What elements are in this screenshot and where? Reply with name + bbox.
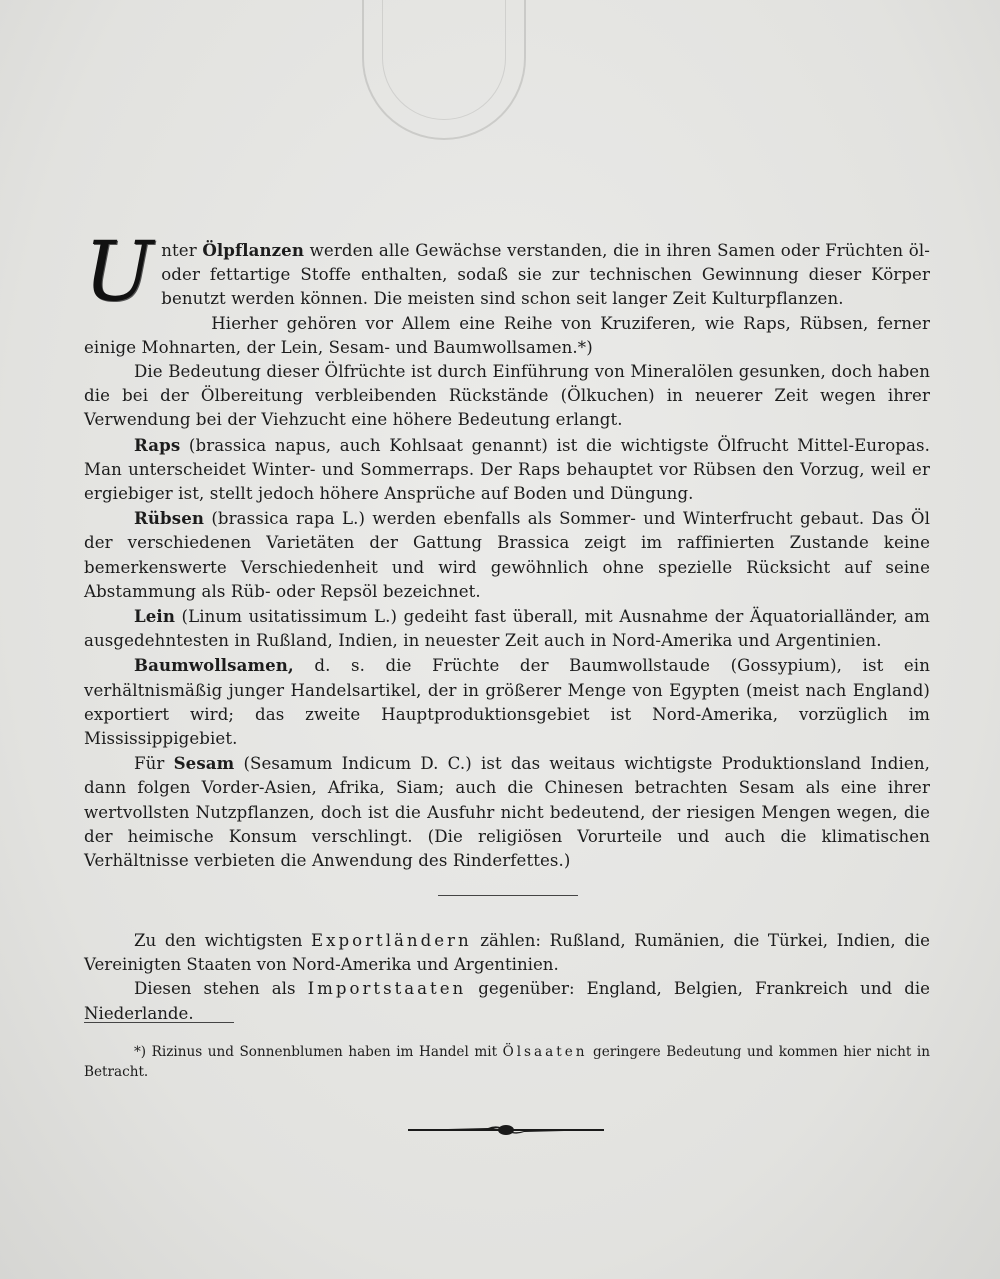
- paragraph-text: Hierher gehören vor Allem eine Reihe von Kruziferen, wie Raps, Rübsen, ferner einige Mohnarten, der Lein, Sesam- und Baumwollsamen.*): [84, 313, 930, 357]
- paragraph-oelpflanzen: [84, 225, 930, 320]
- end-ornament: [408, 1120, 604, 1140]
- term-sesam: Sesam: [173, 753, 235, 774]
- export-pre: Zu den wichtigsten: [134, 931, 312, 950]
- paragraph-text: (Linum usitatissimum L.) gedeiht fast überall, mit Ausnahme der Äquatorialländer, am ausgedehntesten in Rußland, Indien, in neuester Zeit auch in Nord-Amerika und Argentinien.: [84, 607, 930, 651]
- section-divider: [438, 895, 578, 896]
- paragraph-text: Die Bedeutung dieser Ölfrüchte ist durch Einführung von Mineralölen gesunken, doch haben die bei der Ölbereitung verbleibenden Rückstände (Ölkuchen) in neuerer Zeit wegen ihrer Verwendung bei der Viehzucht eine höhere Bedeutung erlangt.: [84, 362, 930, 430]
- footnote: [84, 1042, 930, 1082]
- term-oelpflanzen: Ölpflanzen: [202, 240, 305, 260]
- export-post: zählen: Rußland, Rumänien, die Türkei, Indien, die Vereinigten Staaten von Nord-Amerika und Argentinien.: [84, 931, 930, 975]
- paragraph-import: [84, 977, 930, 1025]
- paragraph-ruebsen: [84, 506, 930, 604]
- paragraph-text: werden alle Gewächse verstanden, die in ihren Samen oder Früchten öl- oder fettartige Stoffe enthalten, sodaß sie zur technischen Gewinnung dieser Körper benutzt werden können. Die meisten sind schon seit langer Zeit Kulturpflanzen.: [161, 241, 930, 309]
- paragraph-export: [84, 929, 930, 977]
- paragraph-text: (brassica rapa L.) werden ebenfalls als Sommer- und Winterfrucht gebaut. Das Öl der verschiedenen Varietäten der Gattung Brassica zeigt im raffinierten Zustande keine bemerkenswerte Verschiedenheit und wird gewöhnlich ohne spezielle Rücksicht auf seine Abstammung als Rüb- oder Repsöl bezeichnet.: [84, 509, 930, 601]
- term-baumwollsamen: Baumwollsamen,: [134, 655, 294, 676]
- paragraph-baumwollsamen: [84, 653, 930, 751]
- paragraph-lein: [84, 604, 930, 653]
- main-text: [84, 225, 931, 873]
- export-term: Exportländern: [311, 931, 472, 950]
- library-stamp: [362, 0, 526, 140]
- footnote-text: [84, 1042, 930, 1082]
- footnote-rule: [84, 1022, 234, 1023]
- term-ruebsen: Rübsen: [134, 508, 205, 529]
- import-term: Importstaaten: [307, 979, 467, 999]
- paragraph-bedeutung: [84, 360, 930, 433]
- dropcap: U: [84, 225, 154, 320]
- paragraph-text: (brassica napus, auch Kohlsaat genannt) ist die wichtigste Ölfrucht Mittel-Europas. Man unterscheidet Winter- und Sommerraps. Der Raps behauptet vor Rübsen den Vorzug, weil er ergiebiger ist, stellt jedoch höhere Ansprüche auf Boden und Düngung.: [84, 435, 930, 504]
- footnote-pre: *) Rizinus und Sonnenblumen haben im Handel mit: [134, 1044, 503, 1060]
- trade-text: [84, 929, 930, 1026]
- import-pre: Diesen stehen als: [134, 979, 308, 999]
- paragraph-hierher: [84, 312, 930, 360]
- lead-text: nter: [161, 241, 203, 260]
- paragraph-raps: [84, 433, 930, 507]
- paragraph-pre: Für: [134, 754, 174, 774]
- paragraph-sesam: [84, 751, 930, 873]
- footnote-term: Ölsaaten: [502, 1044, 588, 1060]
- term-lein: Lein: [134, 606, 175, 627]
- paragraph-text: d. s. die Früchte der Baumwollstaude (Gossypium), ist ein verhältnismäßig junger Handelsartikel, der in größerer Menge von Egypten (meist nach England) exportiert wird; das zweite Hauptproduktionsgebiet ist Nord-Amerika, vorzüglich im Mississippigebiet.: [84, 656, 930, 749]
- footnote-post: geringere Bedeutung und kommen hier nicht in Betracht.: [84, 1044, 930, 1080]
- paragraph-text: (Sesamum Indicum D. C.) ist das weitaus wichtigste Produktionsland Indien, dann folgen Vorder-Asien, Afrika, Siam; auch die Chinesen betrachten Sesam als eine ihrer wertvollsten Nutzpflanzen, doch ist die Ausfuhr nicht bedeutend, der riesigen Mengen wegen, die der heimische Konsum verschlingt. (Die religiösen Vorurteile und auch die klimatischen Verhältnisse verbieten die Anwendung des Rinderfettes.): [84, 754, 931, 871]
- import-post: gegenüber: England, Belgien, Frankreich und die Niederlande.: [84, 979, 930, 1023]
- term-raps: Raps: [134, 434, 181, 455]
